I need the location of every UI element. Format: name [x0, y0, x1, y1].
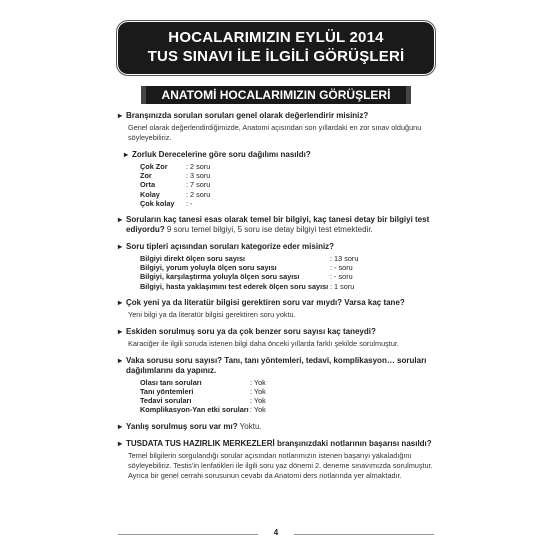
answer-9: Temel bilgilerin sorgulandığı sorular açısından notlarımızın istenen başarıyı yakaladığını söyleyebiliriz. Testis'in lenfatikleri ile ilgili soru yaz dönemi 2. deneme sınavımızda sorulmuştur. Ayrıca bir genel cerrahi sorusunun cevabı da Anatomi ders notlarında yer almaktadır. — [128, 450, 433, 480]
document-page — [118, 22, 434, 481]
case-question-value: : Yok — [250, 377, 266, 387]
difficulty-value: : 7 soru — [186, 180, 211, 190]
header-banner — [118, 22, 434, 74]
case-question-label: Olası tanı soruları — [140, 377, 202, 387]
question-5: ▸ Çok yeni ya da literatür bilgisi gerektiren soru var mıydı? Varsa kaç tane? — [118, 298, 434, 308]
question-type-row — [140, 272, 434, 281]
question-6: ▸ Eskiden sorulmuş soru ya da çok benzer soru sayısı kaç taneydi? — [118, 327, 434, 337]
footer-rule-right — [294, 534, 434, 535]
difficulty-row — [140, 171, 434, 180]
header-title-line2: TUS SINAVI İLE İLGİLİ GÖRÜŞLERİ — [147, 48, 405, 65]
question-type-label: Bilgiyi, yorum yoluyla ölçen soru sayısı — [140, 263, 277, 273]
question-7: ▸ Vaka sorusu soru sayısı? Tanı, tanı yöntemleri, tedavi, komplikasyon… soruları dağılımlarını da yapınız. — [118, 356, 434, 376]
question-type-list — [140, 254, 434, 291]
question-type-label: Bilgiyi direkt ölçen soru sayısı — [140, 254, 246, 264]
case-question-label: Komplikasyon-Yan etki soruları — [140, 405, 249, 415]
difficulty-label: Zor — [140, 171, 152, 181]
section-title: ANATOMİ HOCALARIMIZIN GÖRÜŞLERİ — [141, 86, 411, 104]
page-footer — [118, 528, 434, 540]
question-8-text: Yanlış sorulmuş soru var mı? — [126, 421, 238, 431]
difficulty-value: : 2 soru — [186, 162, 211, 171]
difficulty-label: Kolay — [140, 189, 160, 199]
question-3 — [118, 215, 434, 235]
question-2: ▸ Zorluk Derecelerine göre soru dağılımı nasıldı? — [124, 150, 434, 160]
case-question-row — [140, 387, 434, 396]
case-question-row — [140, 396, 434, 405]
case-question-row — [140, 378, 434, 387]
case-question-value: : Yok — [250, 387, 266, 397]
difficulty-row — [140, 190, 434, 199]
question-8 — [118, 422, 434, 432]
difficulty-value: : 2 soru — [186, 189, 211, 199]
difficulty-row — [140, 162, 434, 171]
case-question-label: Tanı yöntemleri — [140, 387, 194, 397]
answer-5: Yeni bilgi ya da literatür bilgisi gerektiren soru yoktu. — [128, 309, 296, 319]
question-type-row — [140, 263, 434, 272]
question-type-label: Bilgiyi, karşılaştırma yoluyla ölçen soru sayısı — [140, 272, 300, 282]
case-question-list — [140, 378, 434, 415]
question-1: ▸ Branşınızda sorulan soruları genel olarak değerlendirir misiniz? — [118, 111, 434, 121]
difficulty-row — [140, 199, 434, 208]
page-number: 4 — [273, 528, 279, 537]
question-type-row — [140, 282, 434, 291]
question-type-label: Bilgiyi, hasta yaklaşımını test ederek ölçen soru sayısı — [140, 281, 329, 291]
difficulty-label: Çok Zor — [140, 162, 168, 171]
question-type-value: : 1 soru — [330, 281, 355, 291]
difficulty-row — [140, 180, 434, 189]
answer-6: Karaciğer ile ilgili soruda istenen bilgi daha önceki yıllarda farklı şekilde sorulmuştur. — [128, 338, 399, 348]
difficulty-value: : - — [186, 198, 193, 208]
case-question-value: : Yok — [250, 405, 266, 415]
question-type-value: : - soru — [330, 272, 353, 282]
question-9: ▸ TUSDATA TUS HAZIRLIK MERKEZLERİ branşınızdaki notlarının başarısı nasıldı? — [118, 439, 434, 449]
answer-1: Genel olarak değerlendirdiğimizde, Anatomi açısından son yıllardaki en zor sınav olduğunu söyleyebiliriz. — [128, 123, 422, 142]
difficulty-label: Orta — [140, 180, 156, 190]
difficulty-value: : 3 soru — [186, 171, 211, 181]
question-type-row — [140, 254, 434, 263]
question-3-text: Soruların kaç tanesi esas olarak temel bir bilgiyi, kaç tanesi detay bir bilgiyi test ediyordu? — [126, 215, 430, 235]
case-question-value: : Yok — [250, 396, 266, 406]
question-type-value: : 13 soru — [330, 254, 359, 264]
answer-8: Yoktu. — [237, 421, 262, 431]
difficulty-label: Çok kolay — [140, 198, 175, 208]
question-type-value: : - soru — [330, 263, 353, 273]
difficulty-distribution — [140, 162, 434, 208]
header-title-line1: HOCALARIMIZIN EYLÜL 2014 — [168, 29, 384, 46]
question-4: ▸ Soru tipleri açısından soruları kategorize eder misiniz? — [118, 242, 434, 252]
answer-3: 9 soru temel bilgiyi, 5 soru ise detay bilgiyi test etmektedir. — [164, 225, 373, 235]
case-question-row — [140, 405, 434, 414]
case-question-label: Tedavi soruları — [140, 396, 192, 406]
